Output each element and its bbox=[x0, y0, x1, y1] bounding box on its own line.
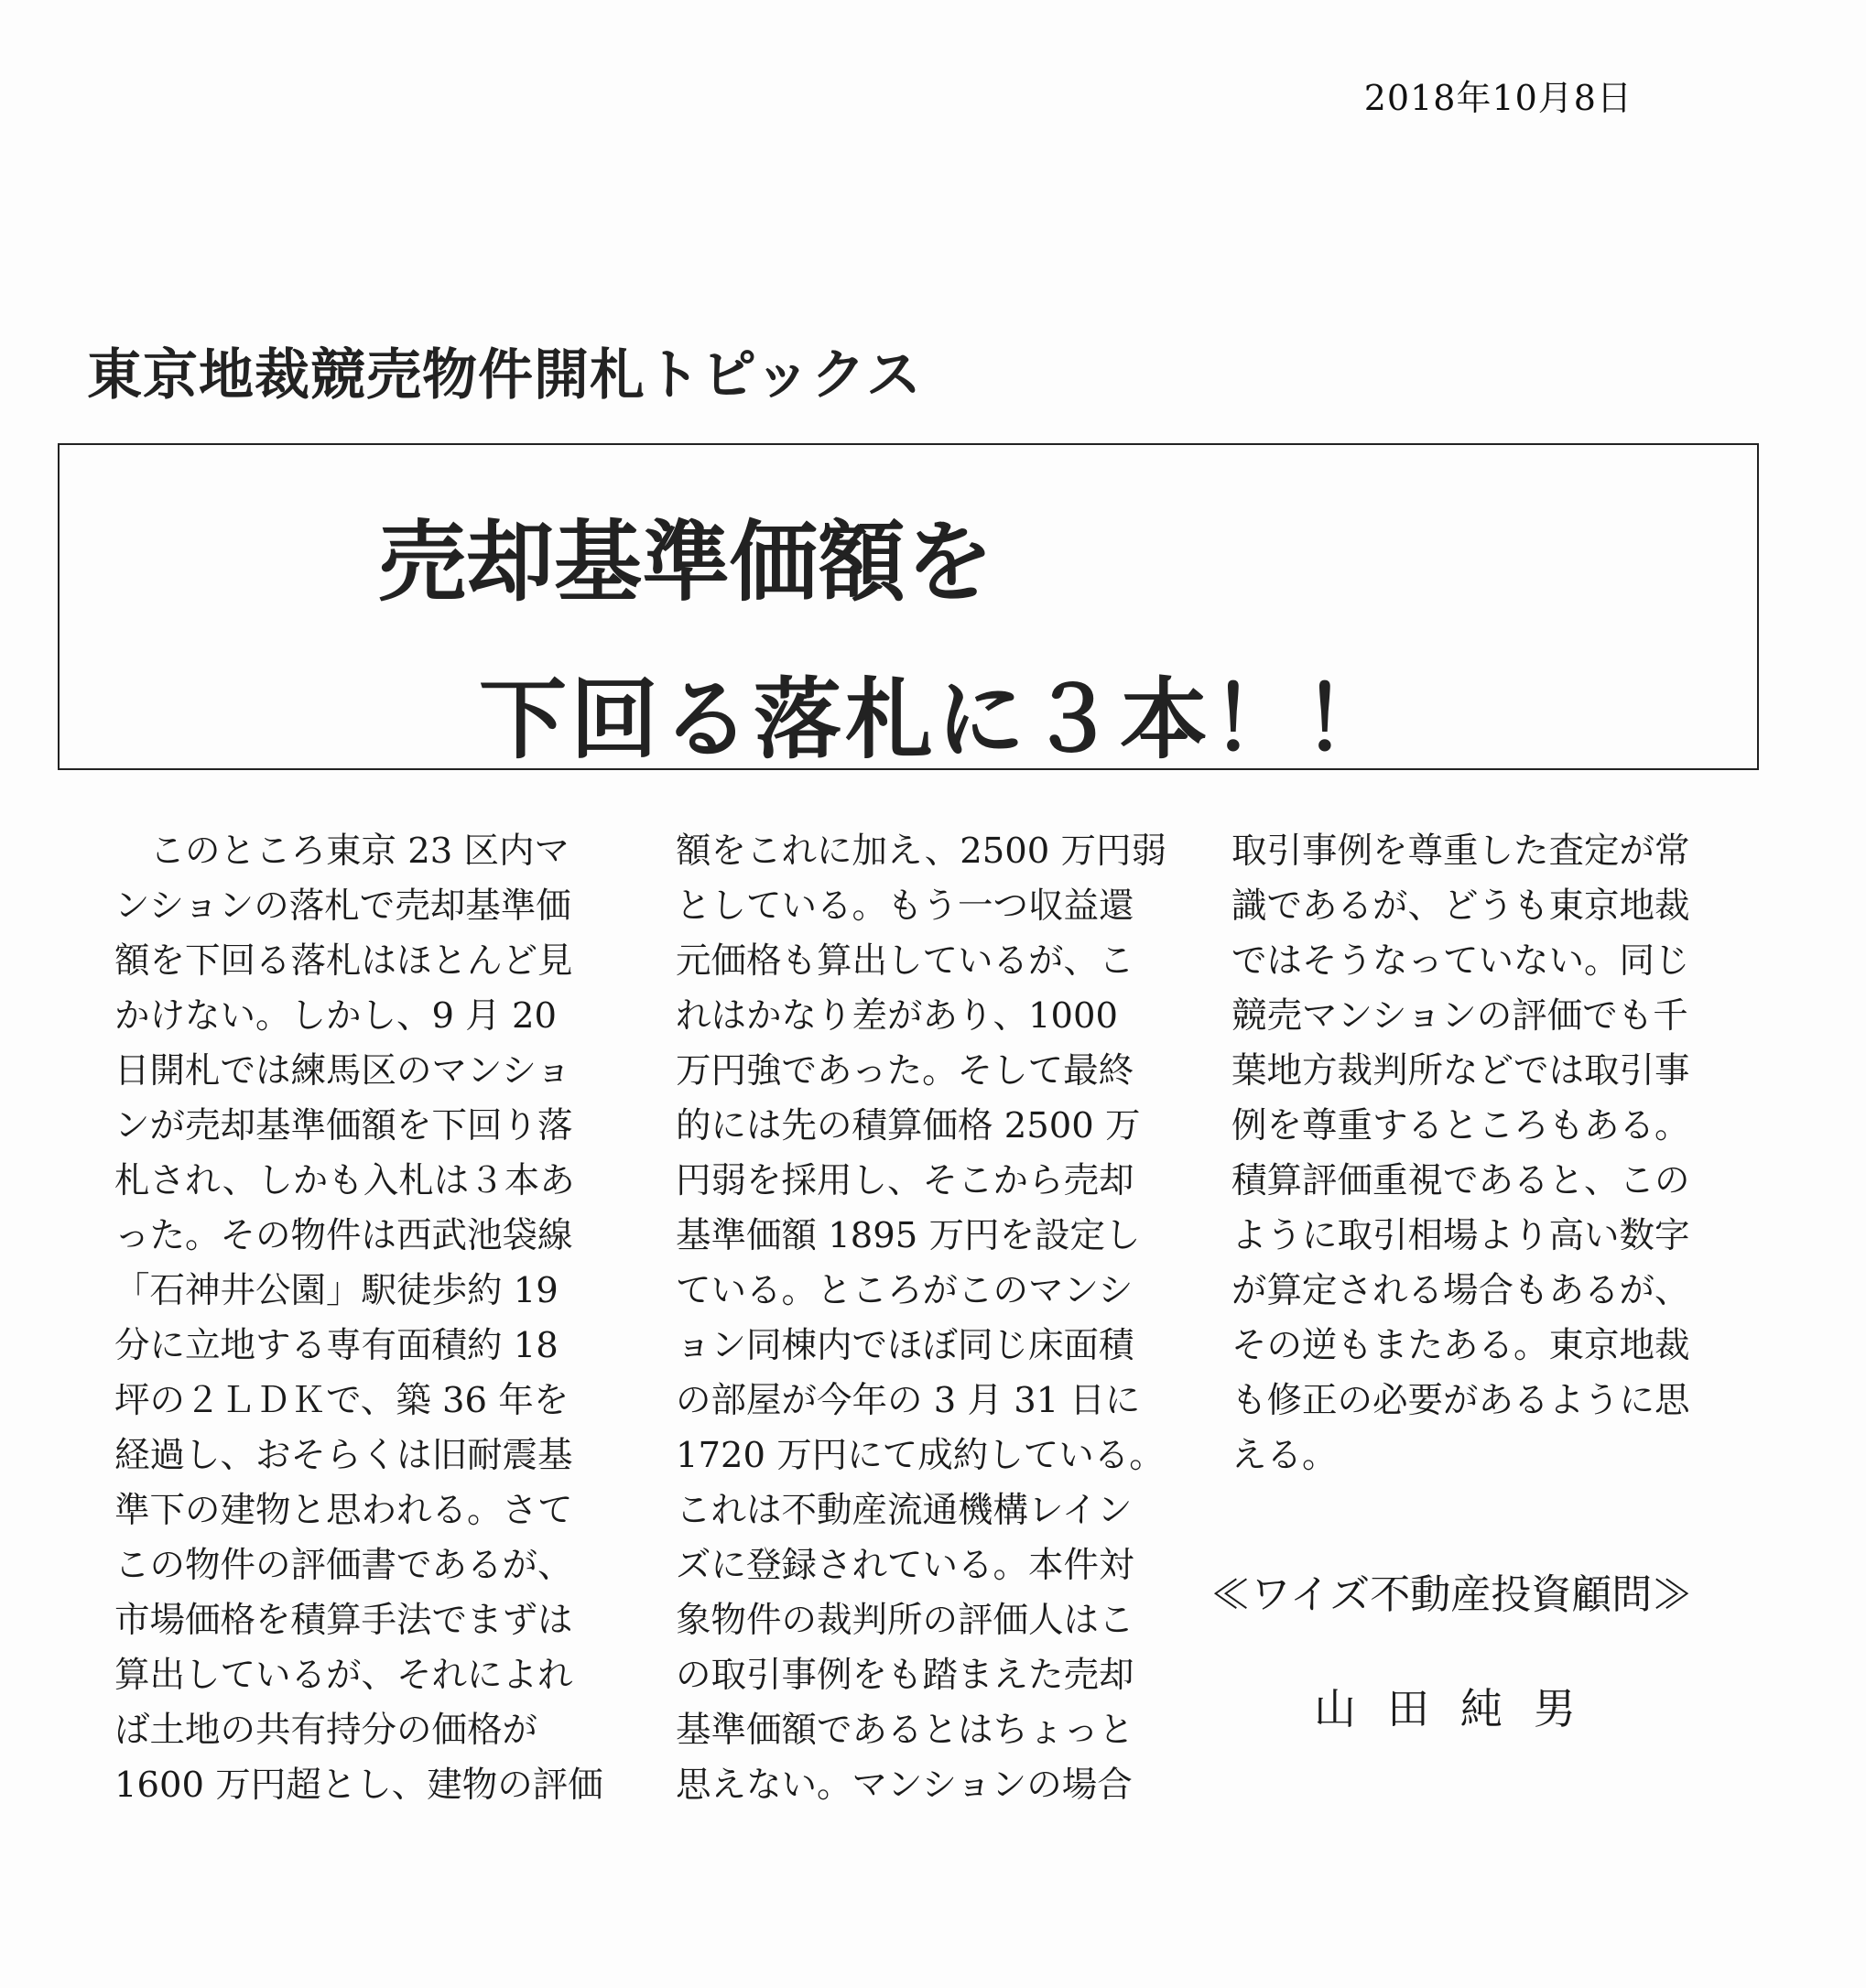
article-line: 分に立地する専有面積約 18 bbox=[114, 1325, 559, 1366]
headline-box bbox=[58, 443, 1759, 770]
article-line: 思えない。マンションの場合 bbox=[676, 1765, 1133, 1806]
article-line: 的には先の積算価格 2500 万 bbox=[676, 1105, 1141, 1146]
article-line: の取引事例をも踏まえた売却 bbox=[676, 1655, 1134, 1696]
article-line: ではそうなっていない。同じ bbox=[1231, 940, 1690, 982]
article-line: 札され、しかも入札は３本あ bbox=[114, 1160, 575, 1201]
article-column-1 bbox=[114, 824, 603, 1813]
section-title: 東京地裁競売物件開札トピックス bbox=[87, 343, 922, 407]
article-line: が算定される場合もあるが、 bbox=[1231, 1270, 1690, 1311]
article-line: ンが売却基準価額を下回り落 bbox=[114, 1105, 573, 1146]
article-line: この物件の評価書であるが、 bbox=[114, 1545, 573, 1586]
document-date: 2018年10月8日 bbox=[1363, 78, 1633, 118]
article-line: 額をこれに加え、2500 万円弱 bbox=[676, 831, 1167, 872]
author-name: 山田純男 bbox=[1314, 1684, 1607, 1733]
article-line: 象物件の裁判所の評価人はこ bbox=[676, 1600, 1134, 1641]
article-line: 基準価額であるとはちょっと bbox=[676, 1710, 1134, 1751]
article-line: ョン同棟内でほぼ同じ床面積 bbox=[676, 1325, 1134, 1366]
article-line: 市場価格を積算手法でまずは bbox=[114, 1600, 573, 1641]
article-line: このところ東京 23 区内マ bbox=[114, 831, 570, 872]
article-line: 坪の２ＬＤＫで、築 36 年を bbox=[114, 1380, 570, 1421]
article-line: の部屋が今年の 3 月 31 日に bbox=[676, 1380, 1141, 1421]
article-line: かけない。しかし、9 月 20 bbox=[114, 995, 557, 1037]
article-line: ンションの落札で売却基準価 bbox=[114, 885, 571, 927]
article-line: 葉地方裁判所などでは取引事 bbox=[1231, 1050, 1690, 1092]
headline-line-2: 下回る落札に３本！！ bbox=[479, 668, 1394, 771]
article-line: 例を尊重するところもある。 bbox=[1231, 1105, 1690, 1146]
article-line: 経過し、おそらくは旧耐震基 bbox=[114, 1435, 573, 1476]
article-line: 日開札では練馬区のマンショ bbox=[114, 1050, 571, 1092]
article-line: 1600 万円超とし、建物の評価 bbox=[114, 1765, 603, 1806]
article-line: 競売マンションの評価でも千 bbox=[1231, 995, 1688, 1037]
article-line: 1720 万円にて成約している。 bbox=[676, 1435, 1165, 1476]
article-line: 識であるが、どうも東京地裁 bbox=[1231, 885, 1690, 927]
article-line: も修正の必要があるように思 bbox=[1231, 1380, 1690, 1421]
article-line: としている。もう一つ収益還 bbox=[676, 885, 1134, 927]
article-line: 取引事例を尊重した査定が常 bbox=[1231, 831, 1690, 872]
article-line: れはかなり差があり、1000 bbox=[676, 995, 1118, 1037]
article-line: ズに登録されている。本件対 bbox=[676, 1545, 1134, 1586]
article-line: 基準価額 1895 万円を設定し bbox=[676, 1215, 1141, 1256]
article-line: ように取引相場より高い数字 bbox=[1231, 1215, 1690, 1256]
article-line: これは不動産流通機構レイン bbox=[676, 1490, 1133, 1531]
article-line: 円弱を採用し、そこから売却 bbox=[676, 1160, 1134, 1201]
article-line: 算出しているが、それによれ bbox=[114, 1655, 573, 1696]
organization-name: ≪ワイズ不動産投資顧問≫ bbox=[1210, 1571, 1693, 1618]
article-line: った。その物件は西武池袋線 bbox=[114, 1215, 573, 1256]
article-line: 万円強であった。そして最終 bbox=[676, 1050, 1134, 1092]
article-line: 「石神井公園」駅徒歩約 19 bbox=[114, 1270, 559, 1311]
article-line: える。 bbox=[1231, 1435, 1338, 1476]
article-line: その逆もまたある。東京地裁 bbox=[1231, 1325, 1690, 1366]
article-line: ば土地の共有持分の価格が bbox=[114, 1710, 538, 1751]
article-line: 積算評価重視であると、この bbox=[1231, 1160, 1690, 1201]
article-line: ている。ところがこのマンシ bbox=[676, 1270, 1134, 1311]
article-line: 元価格も算出しているが、こ bbox=[676, 940, 1134, 982]
article-line: 額を下回る落札はほとんど見 bbox=[114, 940, 573, 982]
article-column-2 bbox=[676, 824, 1167, 1813]
article-line: 準下の建物と思われる。さて bbox=[114, 1490, 573, 1531]
headline-line-1: 売却基準価額を bbox=[378, 511, 993, 614]
article-column-3 bbox=[1231, 824, 1717, 1483]
